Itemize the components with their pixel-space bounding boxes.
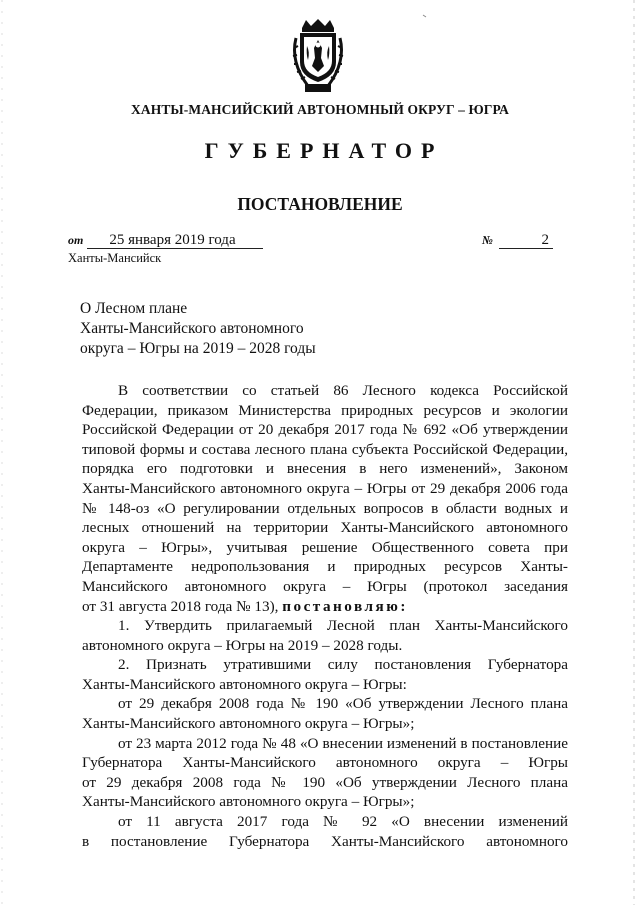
city-name: Ханты-Мансийск bbox=[68, 251, 162, 265]
item-line: 2. Признать утратившими силу постановления Губернатора bbox=[118, 656, 568, 674]
coat-of-arms-icon bbox=[288, 18, 348, 94]
document-number: 2 bbox=[499, 233, 553, 249]
preamble-tail: от 31 августа 2018 года № 13), bbox=[82, 597, 279, 615]
subject-line: О Лесном плане bbox=[80, 300, 188, 317]
resolve-word: постановляю: bbox=[282, 597, 408, 615]
subject-line: Ханты-Мансийского автономного bbox=[80, 320, 304, 337]
preamble-line: лесных отношений на территории Ханты-Мансийского автономного bbox=[82, 519, 568, 537]
item-line: от 23 марта 2012 года № 48 «О внесении изменений в постановление bbox=[118, 734, 568, 752]
item-line: Губернатора Ханты-Мансийского автономного округа – Югры bbox=[82, 754, 568, 772]
coat-of-arms-emblem bbox=[288, 18, 348, 94]
item-line: от 29 декабря 2008 года № 190 «Об утверждении Лесного плана bbox=[118, 695, 568, 713]
office-title: ГУБЕРНАТОР bbox=[204, 138, 444, 163]
item-line: 1. Утвердить прилагаемый Лесной план Ханты-Мансийского bbox=[118, 617, 568, 634]
item-line: автономного округа – Югры на 2019 – 2028 годы. bbox=[82, 636, 403, 654]
preamble-line: Ханты-Мансийского автономного округа – Югры от 29 декабря 2006 года bbox=[82, 479, 568, 497]
resolution-items bbox=[82, 616, 568, 851]
preamble-last-line bbox=[82, 597, 568, 617]
document-date: 25 января 2019 года bbox=[87, 233, 263, 249]
number-line bbox=[482, 232, 553, 249]
subject-line: округа – Югры на 2019 – 2028 годы bbox=[80, 340, 316, 357]
preamble-line: порядка его подготовки и внесения в него изменений», Законом bbox=[82, 460, 568, 478]
preamble-paragraph bbox=[82, 381, 568, 616]
number-prefix: № bbox=[482, 233, 493, 247]
date-prefix: от bbox=[68, 233, 84, 247]
item-line: в постановление Губернатора Ханты-Мансийского автономного bbox=[82, 832, 568, 850]
region-title: ХАНТЫ-МАНСИЙСКИЙ АВТОНОМНЫЙ ОКРУГ – ЮГРА bbox=[131, 102, 509, 117]
preamble-line: округа – Югры», учитывая решение Общественного совета при bbox=[82, 538, 568, 556]
item-line: Ханты-Мансийского автономного округа – Югры»; bbox=[82, 793, 415, 811]
item-line: Ханты-Мансийского автономного округа – Югры»; bbox=[82, 714, 415, 732]
item-line: от 29 декабря 2008 года № 190 «Об утверждении Лесного плана bbox=[82, 773, 568, 791]
item-line: Ханты-Мансийского автономного округа – Югры: bbox=[82, 675, 407, 693]
preamble-line: В соответствии со статьей 86 Лесного кодекса Российской bbox=[118, 382, 568, 399]
preamble-line: Федерации, приказом Министерства природных ресурсов и экологии bbox=[82, 401, 568, 419]
preamble-line: № 148-оз «О регулировании отдельных вопросов в области водных и bbox=[82, 499, 568, 517]
preamble-line: типовой формы и состава лесного плана субъекта Российской Федерации, bbox=[82, 440, 568, 458]
document-type-title: ПОСТАНОВЛЕНИЕ bbox=[237, 194, 403, 214]
item-line: от 11 августа 2017 года № 92 «О внесении изменений bbox=[118, 812, 568, 830]
preamble-line: Мансийского автономного округа – Югры (протокол заседания bbox=[82, 577, 568, 595]
document-subject bbox=[80, 299, 316, 359]
preamble-line: Департаменте недропользования и природных ресурсов Ханты- bbox=[82, 558, 568, 576]
date-line bbox=[68, 232, 263, 249]
preamble-line: Российской Федерации от 20 декабря 2017 года № 692 «Об утверждении bbox=[82, 421, 568, 439]
